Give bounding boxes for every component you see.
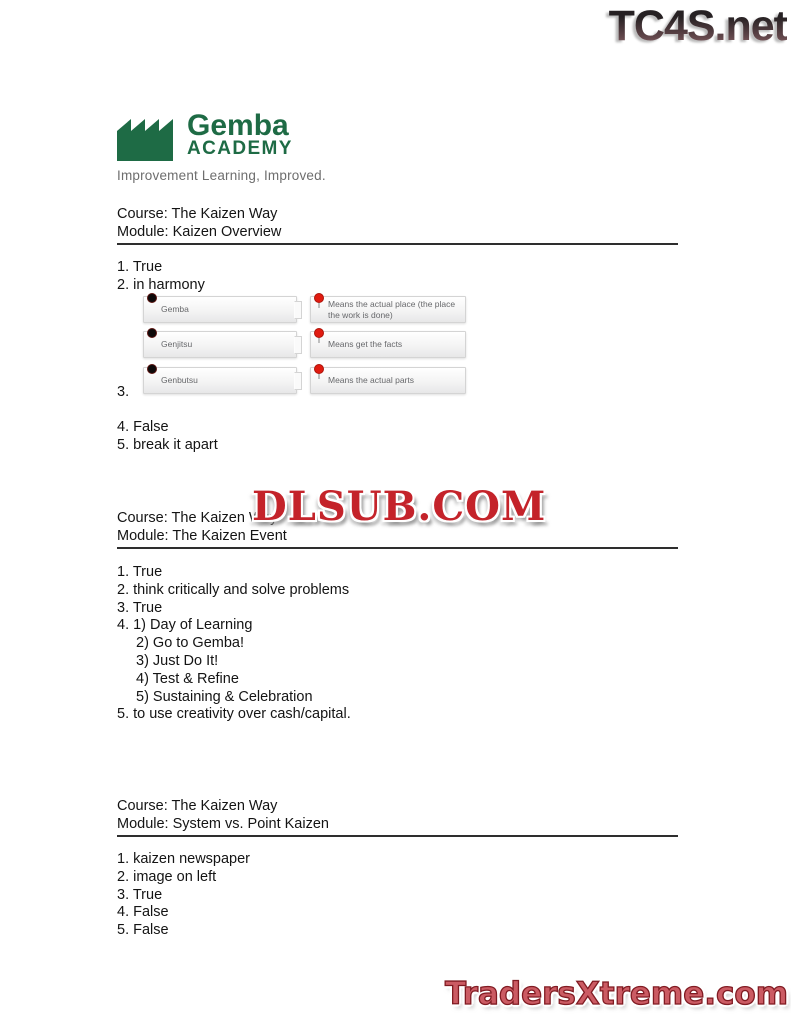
answer-line: 2. think critically and solve problems (117, 581, 350, 598)
header-rule (117, 835, 678, 837)
course-title: Course: The Kaizen Way (117, 510, 278, 526)
red-pin-icon (314, 364, 324, 374)
red-pin-icon (314, 293, 324, 303)
answer-line: 2. in harmony (117, 276, 205, 293)
answer-line: 5. break it apart (117, 436, 218, 453)
match-right-box (310, 296, 466, 323)
answer-line: 5. to use creativity over cash/capital. (117, 706, 351, 723)
match-term: Genjitsu (161, 339, 193, 350)
header-rule (117, 243, 678, 245)
answer-subline: 4) Test & Refine (136, 670, 239, 687)
answers-list (117, 564, 351, 724)
answer-line-three: 3. (117, 384, 130, 400)
match-left-box (143, 367, 297, 394)
match-row (143, 293, 467, 323)
factory-icon (117, 115, 181, 161)
answer-line: 4. False (117, 904, 169, 921)
connector-tab (294, 372, 302, 390)
answer-line: 2. image on left (117, 868, 217, 885)
module-title: Module: The Kaizen Event (117, 528, 287, 544)
tc4s-watermark: TC4S.net (608, 2, 787, 50)
answers-list (117, 259, 205, 295)
answer-line: 1. True (117, 259, 163, 275)
course-title: Course: The Kaizen Way (117, 798, 278, 814)
module-title: Module: Kaizen Overview (117, 224, 282, 240)
section-header-system-vs-point (117, 797, 678, 837)
match-row (143, 328, 467, 358)
match-definition: Means get the facts (328, 339, 403, 350)
black-pin-icon (147, 364, 157, 374)
answer-line: 3. True (117, 886, 163, 903)
match-definition: Means the actual place (the place the work is done) (328, 299, 456, 320)
match-term: Genbutsu (161, 375, 198, 386)
black-pin-icon (147, 293, 157, 303)
match-right-box (310, 367, 466, 394)
dlsub-watermark: DLSUB.COM (252, 483, 547, 530)
match-left-box (143, 331, 297, 358)
answer-line: 1. kaizen newspaper (117, 851, 250, 867)
logo-academy: ACADEMY (187, 138, 293, 159)
course-title: Course: The Kaizen Way (117, 206, 278, 222)
tradersxtreme-watermark: TradersXtreme.com (444, 976, 788, 1012)
connector-tab (294, 301, 302, 319)
connector-tab (294, 336, 302, 354)
logo-tagline: Improvement Learning, Improved. (117, 168, 326, 183)
logo-name: Gemba (187, 109, 289, 142)
answer-line: 4. 1) Day of Learning (117, 617, 253, 634)
answer-line: 4. False (117, 419, 169, 435)
gemba-academy-logo (117, 109, 326, 183)
match-row (143, 364, 467, 394)
answers-list (117, 851, 250, 940)
answer-subline: 3) Just Do It! (136, 652, 219, 669)
matching-exercise-image (143, 293, 467, 397)
answer-line: 5. False (117, 922, 169, 939)
answer-subline: 5) Sustaining & Celebration (136, 688, 313, 705)
header-rule (117, 547, 678, 549)
match-right-box (310, 331, 466, 358)
red-pin-icon (314, 328, 324, 338)
logo-text (187, 109, 293, 159)
answer-line: 1. True (117, 564, 163, 580)
module-title: Module: System vs. Point Kaizen (117, 816, 329, 832)
match-left-box (143, 296, 297, 323)
section-header-kaizen-overview (117, 205, 678, 245)
match-term: Gemba (161, 304, 189, 315)
answer-line: 3. True (117, 599, 163, 616)
black-pin-icon (147, 328, 157, 338)
answers-list (117, 419, 218, 455)
match-definition: Means the actual parts (328, 375, 414, 386)
answer-subline: 2) Go to Gemba! (136, 635, 244, 652)
